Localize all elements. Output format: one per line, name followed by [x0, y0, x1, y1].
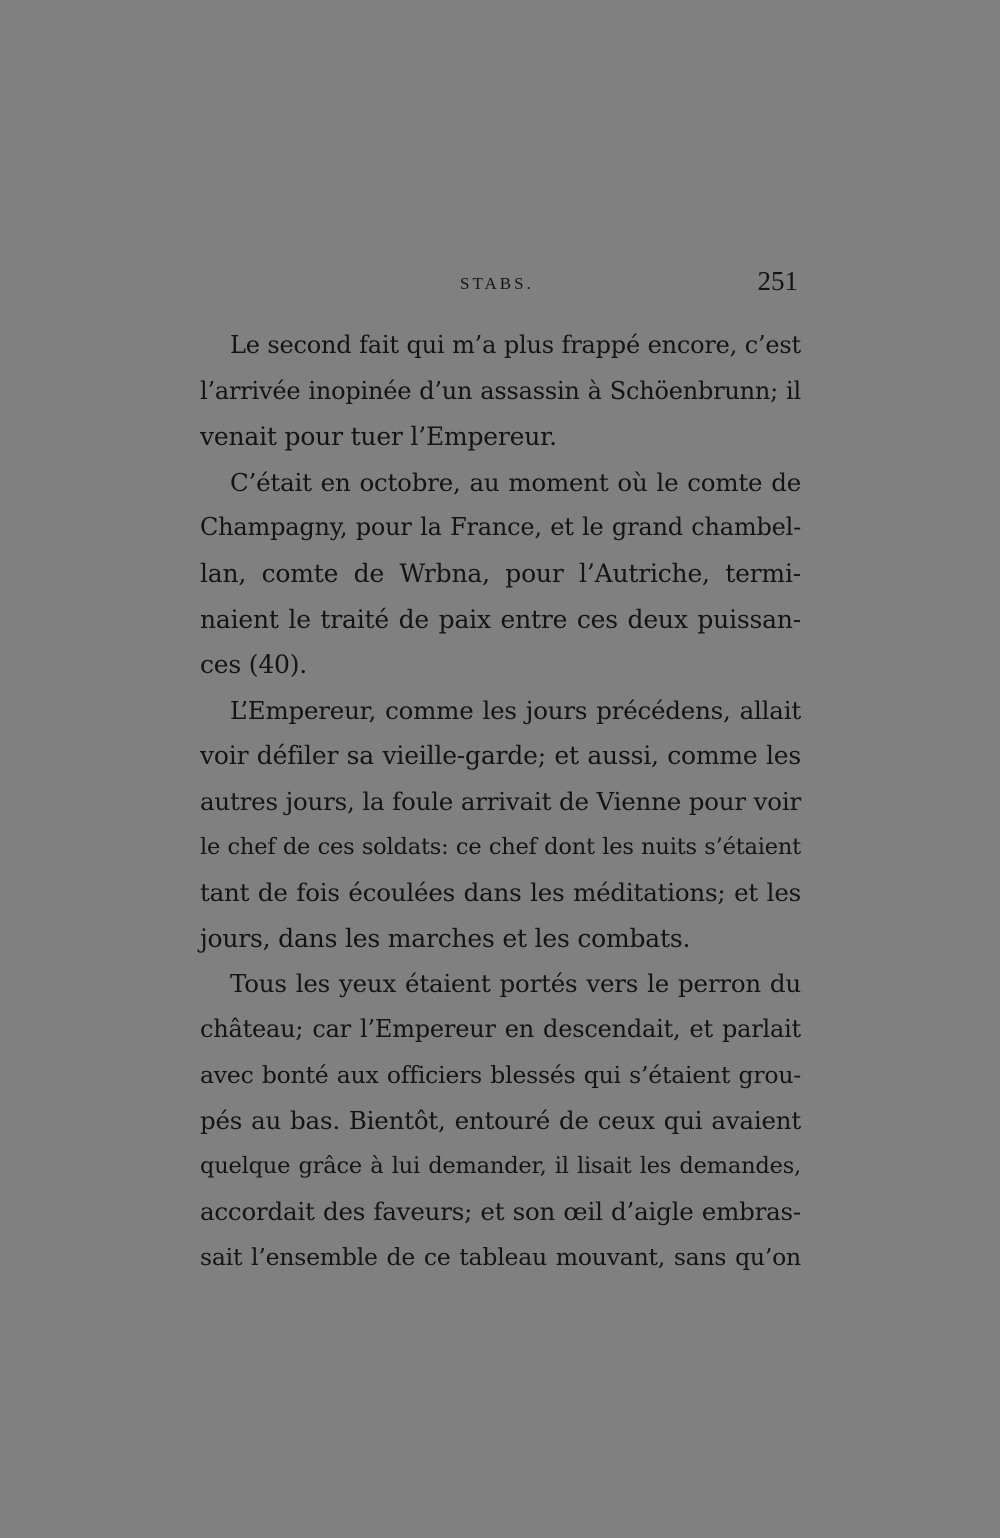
body-text: [200, 323, 801, 1280]
text-line: Le second fait qui m’a plus frappé encore, c’est: [230, 331, 801, 359]
text-line: le chef de ces soldats: ce chef dont les nuits s’étaient: [200, 833, 801, 860]
running-title: STABS.: [460, 274, 534, 293]
text-line: Tous les yeux étaient portés vers le perron du: [230, 969, 801, 999]
running-head: [200, 268, 800, 302]
text-line: tant de fois écoulées dans les méditations; et les: [200, 878, 801, 908]
text-line: avec bonté aux officiers blessés qui s’étaient grou-: [200, 1060, 801, 1089]
text-line: sait l’ensemble de ce tableau mouvant, sans qu’on: [200, 1242, 801, 1271]
text-line: naient le traité de paix entre ces deux puissan-: [200, 604, 801, 634]
text-line: Champagny, pour la France, et le grand chambel-: [200, 513, 801, 542]
text-line: autres jours, la foule arrivait de Vienne pour voir: [200, 786, 801, 816]
text-line: accordait des faveurs; et son œil d’aigle embras-: [200, 1197, 801, 1227]
text-line: ces (40).: [200, 650, 308, 680]
text-line: quelque grâce à lui demander, il lisait les demandes,: [200, 1152, 801, 1179]
text-line: jours, dans les marches et les combats.: [200, 923, 691, 953]
text-line: château; car l’Empereur en descendait, et parlait: [200, 1014, 801, 1043]
text-line: C’était en octobre, au moment où le comte de: [230, 467, 801, 497]
text-line: L’Empereur, comme les jours précédens, allait: [230, 695, 801, 725]
page-number: 251: [757, 266, 798, 296]
text-line: l’arrivée inopinée d’un assassin à Schöenbrunn; il: [200, 376, 801, 405]
text-line: voir défiler sa vieille-garde; et aussi, comme les: [200, 741, 801, 771]
text-line: pés au bas. Bientôt, entouré de ceux qui avaient: [200, 1106, 801, 1136]
text-line: lan, comte de Wrbna, pour l’Autriche, termi-: [200, 558, 801, 588]
text-line: venait pour tuer l’Empereur.: [200, 422, 557, 452]
